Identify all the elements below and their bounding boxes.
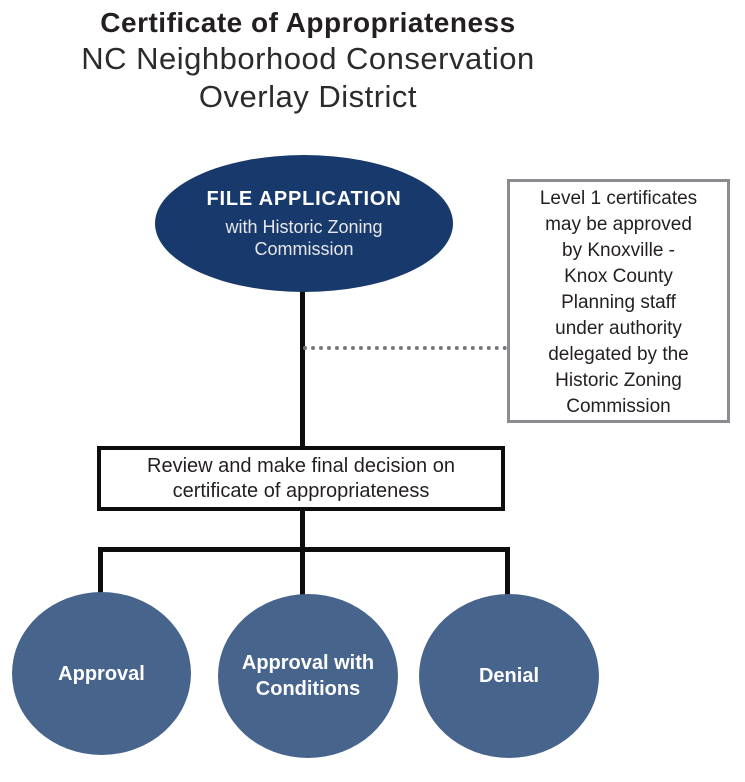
- outcome-node-denial: [419, 594, 599, 758]
- branch-drop-left: [98, 547, 103, 596]
- level1-note-text: [510, 182, 727, 420]
- decision-line-1: Review and make final decision on: [147, 454, 455, 477]
- note-line: Knox County: [564, 266, 673, 287]
- note-line: Commission: [566, 396, 671, 417]
- note-line: delegated by the: [548, 344, 689, 365]
- outcome-label-approval-with-conditions: Approval with Conditions: [241, 652, 375, 700]
- level1-note-box: [507, 179, 730, 423]
- file-application-title: FILE APPLICATION: [206, 187, 402, 210]
- file-application-node: [155, 155, 453, 292]
- decision-node: [97, 446, 505, 511]
- outcome-label-approval: Approval: [58, 662, 145, 685]
- note-line: Level 1 certificates: [539, 188, 698, 209]
- page-title-block: [0, 6, 616, 116]
- page-subtitle-line-1: NC Neighborhood Conservation: [81, 41, 535, 76]
- outcome-node-approval: [12, 592, 191, 755]
- note-line: Planning staff: [561, 292, 676, 313]
- branch-drop-right: [505, 547, 510, 596]
- note-line: may be approved: [545, 214, 692, 235]
- outcome-label-denial: Denial: [478, 665, 540, 687]
- decision-line-2: certificate of appropriateness: [172, 479, 430, 502]
- connector-ellipse-to-decision: [300, 290, 305, 447]
- file-application-subtitle-line-1: with Historic Zoning: [225, 216, 383, 237]
- outcome-node-approval-with-conditions: [218, 594, 398, 758]
- note-line: by Knoxville -: [562, 240, 675, 261]
- dotted-connector-to-note: [303, 346, 507, 350]
- connector-decision-to-branch: [300, 511, 305, 552]
- page-subtitle-line-2: Overlay District: [198, 79, 418, 114]
- note-line: Historic Zoning: [555, 370, 682, 391]
- note-line: under authority: [555, 318, 682, 339]
- page-title: Certificate of Appropriateness: [100, 7, 516, 38]
- branch-drop-middle: [300, 547, 305, 596]
- file-application-subtitle-line-2: Commission: [254, 238, 354, 259]
